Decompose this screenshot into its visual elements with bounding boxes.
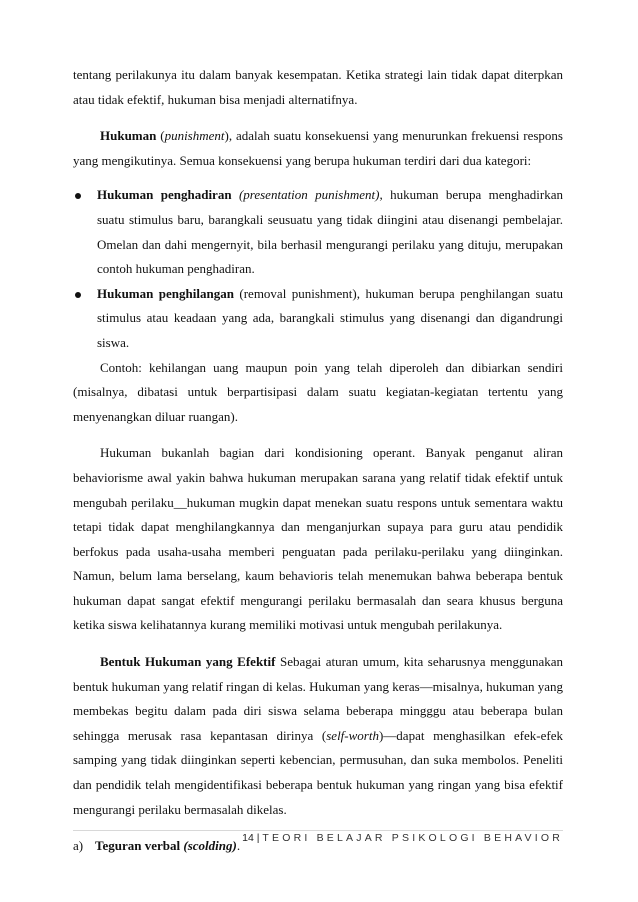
paragraph-contoh: Contoh: kehilangan uang maupun poin yang telah diperoleh dan dibiarkan sendiri (misalnya, dibatasi untuk berpartisipasi dalam suatu kegiatan-kegiatan tertentu yang menyenangkan diluar ruangan). xyxy=(73,359,563,424)
paragraph-behaviorism: Hukuman bukanlah bagian dari kondisioning operant. Banyak penganut aliran behaviorisme awal yakin bahwa hukuman merupakan sarana yang relatif tidak efektif untuk mengubah perilaku__hukuman mugkin dapat menekan suatu respons untuk sementara waktu tetapi tidak dapat menghilangkannya dan menganjurkan supaya para guru atau pendidik berfokus pada usaha-usaha memberi penguatan pada perilaku-perilaku yang diinginkan. Namun, belum lama berselang, kaum behavioris telah menemukan bahwa beberapa bentuk hukuman dapat sangat efektif mengurangi perilaku bermasalah dan seara khusus berguna ketika siswa kelihatannya kurang memiliki motivasi untuk mengubah perilakunya. xyxy=(73,445,563,633)
list-item-text: hukuman berupa menghadirkan suatu stimulus baru, barangkali seusuatu yang tidak diingini atau disenangi pembelajar. Omelan dan dahi mengernyit, bila berhasil mengurangi perilaku yang dituju, merupakan contoh hukuman penghadiran. xyxy=(97,187,563,277)
list-item xyxy=(73,183,563,281)
term-hukuman-penghilangan: Hukuman penghilangan xyxy=(97,285,234,301)
term-hukuman: Hukuman xyxy=(100,128,157,144)
term-presentation-punishment: (presentation punishment), xyxy=(231,187,383,203)
bullet-icon xyxy=(75,292,81,298)
paragraph-hukuman-definition xyxy=(73,124,563,173)
footer-separator: | xyxy=(253,832,263,844)
term-self-worth: self-worth xyxy=(326,727,379,743)
bullet-icon xyxy=(75,193,81,199)
paragraph-intro: tentang perilakunya itu dalam banyak kesempatan. Ketika strategi lain tidak dapat diterpkan atau tidak efektif, hukuman bisa menjadi alternatifnya. xyxy=(73,67,563,107)
term-scolding: (scolding) xyxy=(180,838,237,854)
text-definition: ), adalah suatu konsekuensi yang menurunkan frekuensi respons yang mengikutinya. Semua konsekuensi yang berupa hukuman terdiri dari dua kategori: xyxy=(73,128,563,168)
footer-divider xyxy=(73,830,563,831)
punishment-categories-list xyxy=(73,183,563,355)
list-item xyxy=(73,282,563,356)
page-number: 14 xyxy=(242,832,254,844)
term-teguran-verbal: Teguran verbal xyxy=(95,838,181,854)
list-item-text: (removal punishment), hukuman berupa penghilangan suatu stimulus atau keadaan yang ada, barangkali stimulus yang disenangi dan digandrungi siswa. xyxy=(97,285,563,350)
page-footer xyxy=(73,832,563,844)
footer-title: TEORI BELAJAR PSIKOLOGI BEHAVIOR xyxy=(262,832,563,844)
subheading-end: . xyxy=(236,838,241,854)
text-open: ( xyxy=(156,128,165,144)
term-bentuk-hukuman: Bentuk Hukuman yang Efektif xyxy=(100,654,276,670)
document-body xyxy=(73,63,563,859)
term-hukuman-penghadiran: Hukuman penghadiran xyxy=(97,187,232,203)
term-punishment: punishment xyxy=(164,128,225,144)
subheading-label: a) xyxy=(73,838,84,854)
text-part-a: Sebagai aturan umum, kita seharusnya menggunakan bentuk hukuman yang relatif ringan di kelas. Hukuman yang keras—misalnya, hukuman yang membekas begitu dalam pada diri siswa selama beberapa mingggu atau beberapa bulan sehingga merusak rasa kepantasan dirinya ( xyxy=(73,654,563,743)
text-part-b: )—dapat menghasilkan efek-efek samping yang tidak diinginkan seperti kebencian, permusuhan, dan suka membolos. Peneliti dan pendidik telah mengidentifikasi beberapa bentuk hukuman yang ringan yang bisa efektif mengurangi perilaku bermasalah dikelas. xyxy=(73,727,563,817)
paragraph-bentuk-hukuman xyxy=(73,650,563,822)
